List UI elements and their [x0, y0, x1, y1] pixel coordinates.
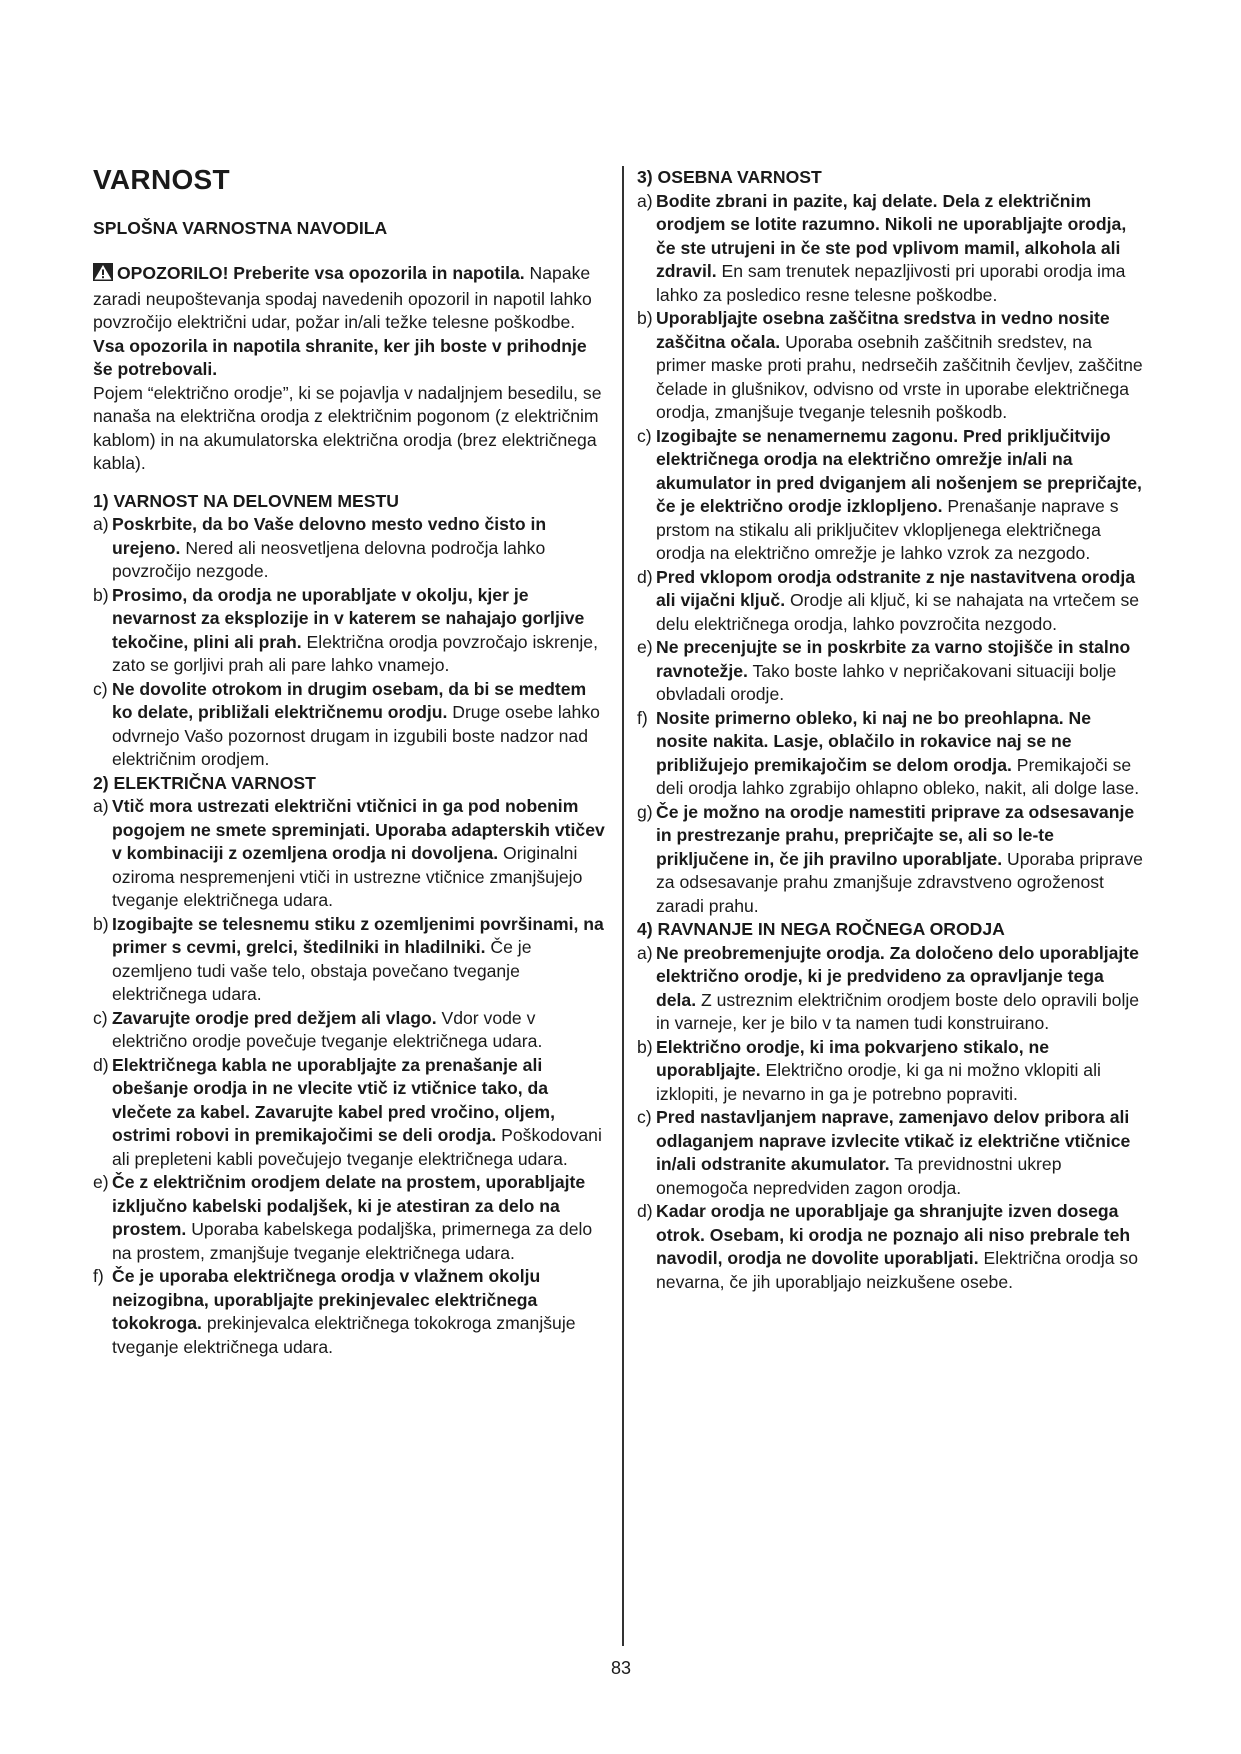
section-heading-3: 3) OSEBNA VARNOST [637, 167, 822, 187]
warning-text-1: Napake zaradi neupoštevanja spodaj navedenih opozoril in napotil lahko povzročijo električni udar, požar in/ali težke telesne poškodbe. [93, 263, 592, 332]
list-item: e) Ne precenjujte se in poskrbite za varno stojišče in stalno ravnotežje. Tako boste lahko v nepričakovani situaciji bolje obvladali orodje. [637, 637, 1131, 704]
list-item: g) Če je možno na orodje namestiti priprave za odsesavanje in prestrezanje prahu, prepričajte se, ali so le-te priključene in, če jih pravilno uporabljate. Uporaba priprave za odsesavanje prahu zmanjšuje zdravstveno ogroženost zaradi prahu. [637, 801, 1143, 916]
list-item: a) Vtič mora ustrezati električni vtičnici in ga pod nobenim pogojem ne smete spreminjati. Uporaba adapterskih vtičev v kombinaciji z ozemljena orodja ni dovoljena. Originalni oziroma nespremenjeni vtiči in ustrezne vtičnice zmanjšujejo tveganje električnega udara. [93, 796, 605, 910]
list-item: c) Izogibajte se nenamernemu zagonu. Pred priključitvijo električnega orodja na električno omrežje in/ali na akumulator in pred dviganjem ali nošenjem se prepričajte, če je električno orodje izklopljeno. Prenašanje naprave s prstom na stikalu ali priključitev vklopljenega električnega orodja na električno omrežje je lahko vzrok za nezgodo. [637, 425, 1142, 563]
warning-label: OPOZORILO! [117, 263, 229, 283]
section-subtitle: SPLOŠNA VARNOSTNA NAVODILA [93, 218, 388, 238]
section-heading-4: 4) RAVNANJE IN NEGA ROČNEGA ORODJA [637, 919, 1005, 939]
page-title: VARNOST [93, 164, 230, 195]
list-item: d) Pred vklopom orodja odstranite z nje nastavitvena orodja ali vijačni ključ. Orodje ali ključ, ki se nahajata na vrtečem se delu električnega orodja, lahko povzročita nezgodo. [637, 566, 1140, 634]
list-item: c) Ne dovolite otrokom in drugim osebam, da bi se medtem ko delate, približali električnemu orodju. Druge osebe lahko odvrnejo Vašo pozornost drugam in izgubili boste nadzor nad električnim orodjem. [93, 678, 600, 769]
warning-triangle-icon [93, 263, 113, 288]
list-item: c) Pred nastavljanjem naprave, zamenjavo delov pribora ali odlaganjem naprave izvlecite vtikač iz električne vtičnice in/ali odstranite akumulator. Ta previdnostni ukrep onemogoča nepredviden zagon orodja. [637, 1107, 1131, 1198]
section-heading-1: 1) VARNOST NA DELOVNEM MESTU [93, 490, 399, 511]
warning-block [93, 262, 611, 1359]
list-item: d) Električnega kabla ne uporabljajte za prenašanje ali obešanje orodja in ne vlecite vtič iz vtičnice tako, da vlečete za kabel. Zavarujte kabel pred vročino, oljem, ostrimi robovi in premikajočimi se deli orodja. Poškodovani ali prepleteni kabli povečujejo tveganje električnega udara. [93, 1054, 602, 1169]
list-item: c) Zavarujte orodje pred dežjem ali vlago. Vdor vode v električno orodje povečuje tveganje električnega udara. [93, 1007, 543, 1051]
page-number: 83 [611, 1658, 632, 1678]
warning-bold-2: Vsa opozorila in napotila shranite, ker jih boste v prihodnje še potrebovali. [93, 335, 587, 379]
list-item: d) Kadar orodja ne uporabljaje ga shranjujte izven dosega otrok. Osebam, ki orodja ne poznajo ali niso prebrale teh navodil, orodja ne dovolite uporabljati. Električna orodja so nevarna, če jih uporabljajo neizkušene osebe. [637, 1201, 1138, 1292]
column-divider [622, 166, 624, 1646]
list-item: f) Nosite primerno obleko, ki naj ne bo preohlapna. Ne nosite nakita. Lasje, oblačilo in rokavice naj se ne približujejo premikajočim se delom orodja. Premikajoči se deli orodja lahko zgrabijo ohlapno obleko, nakit, ali dolge lase. [637, 707, 1140, 798]
list-item: b) Električno orodje, ki ima pokvarjeno stikalo, ne uporabljajte. Električno orodje, ki ga ni možno vklopiti ali izklopiti, je nevarno in ga je potrebno popraviti. [637, 1036, 1101, 1104]
list-item: a) Poskrbite, da bo Vaše delovno mesto vedno čisto in urejeno. Nered ali neosvetljena delovna področja lahko povzročijo nezgode. [93, 514, 547, 581]
list-item: e) Če z električnim orodjem delate na prostem, uporabljajte izključno kabelski podaljšek, ki je atestiran za delo na prostem. Uporaba kabelskega podaljška, primernega za delo na prostem, zmanjšuje tveganje električnega udara. [93, 1172, 593, 1263]
warning-bold-1: Preberite vsa opozorila in napotila. [228, 263, 525, 283]
right-column [637, 166, 1145, 1294]
list-item: b) Izogibajte se telesnemu stiku z ozemljenimi površinami, na primer s cevmi, grelci, štedilniki in hladilniki. Če je ozemljeno tudi vaše telo, obstaja povečano tveganje električnega udara. [93, 913, 604, 1004]
list-item: a) Ne preobremenjujte orodja. Za določeno delo uporabljajte električno orodje, ki je predvideno za opravljanje tega dela. Z ustreznim električnim orodjem boste delo opravili bolje in varneje, ker je bilo v ta namen tudi konstruirano. [637, 942, 1140, 1033]
list-item: f) Če je uporaba električnega orodja v vlažnem okolju neizogibna, uporabljajte prekinjevalec električnega tokokroga. prekinjevalca električnega tokokroga zmanjšuje tveganje električnega udara. [93, 1266, 576, 1357]
list-item: b) Prosimo, da orodja ne uporabljate v okolju, kjer je nevarnost za eksplozije in v katerem se nahajajo gorljive tekočine, plini ali prah. Električna orodja povzročajo iskrenje, zato se gorljivi prah ali pare lahko vnamejo. [93, 584, 598, 675]
list-item: a) Bodite zbrani in pazite, kaj delate. Dela z električnim orodjem se lotite razumno. Nikoli ne uporabljajte orodja, če ste utrujeni in če ste pod vplivom mamil, alkohola ali zdravil. En sam trenutek nepazljivosti pri uporabi orodja ima lahko za posledico resne telesne poškodbe. [637, 190, 1127, 305]
section-heading-2: 2) ELEKTRIČNA VARNOST [93, 772, 316, 793]
list-item: b) Uporabljajte osebna zaščitna sredstva in vedno nosite zaščitna očala. Uporaba osebnih zaščitnih sredstev, na primer maske proti prahu, nedrsečih zaščitnih čevljev, zaščitne čelade in glušnikov, odvisno od vrste in uporabe električnega orodja, zmanjšuje tveganje telesnih poškodb. [637, 308, 1143, 422]
warning-text-2: Pojem “električno orodje”, ki se pojavlja v nadaljnjem besedilu, se nanaša na električna orodja z električnim pogonom (z električnim kablom) in na akumulatorska električna orodja (brez električnega kabla). [93, 382, 602, 473]
